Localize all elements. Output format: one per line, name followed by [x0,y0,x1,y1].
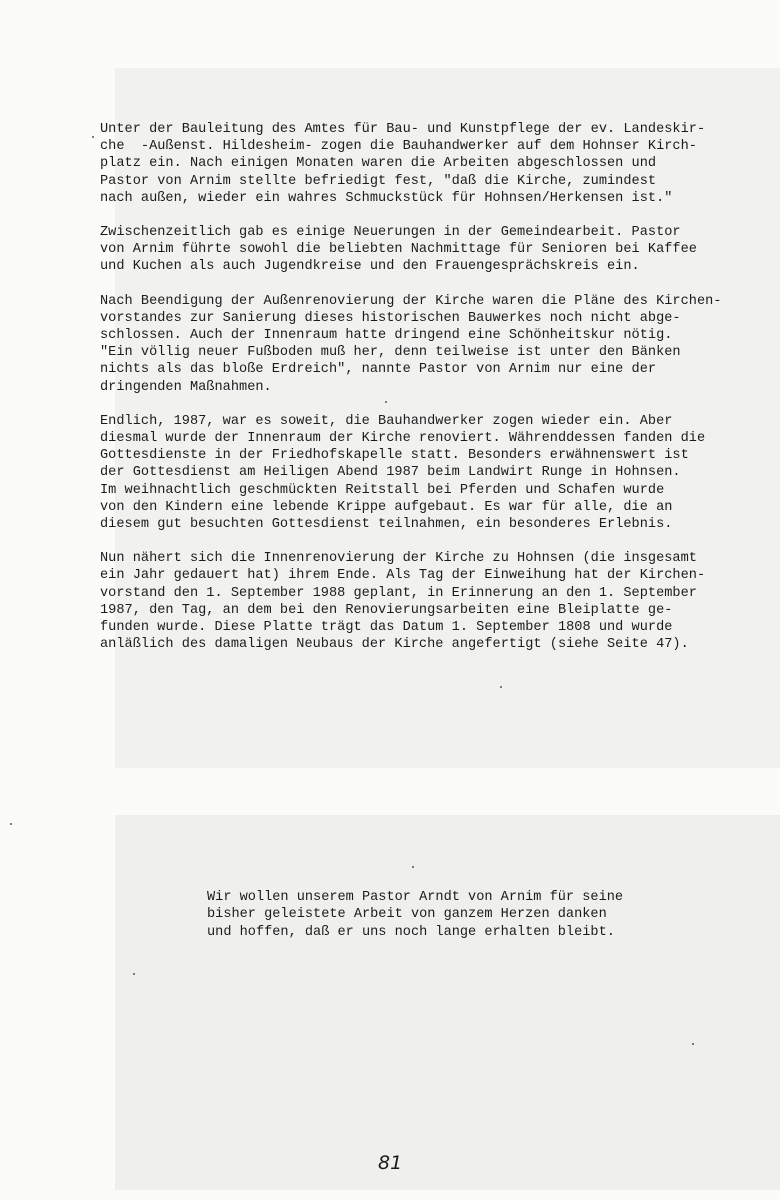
text-line: diesem gut besuchten Gottesdienst teilnahmen, ein besonderes Erlebnis. [100,517,673,533]
paragraph-gemeindearbeit [100,224,750,276]
scan-speck [133,973,135,975]
text-line: von den Kindern eine lebende Krippe aufgebaut. Es war für alle, die an [100,499,673,515]
text-line: von Arnim führte sowohl die beliebten Nachmittage für Senioren bei Kaffee [100,242,697,258]
paragraph-1987 [100,413,750,533]
text-line: und hoffen, daß er uns noch lange erhalten bleibt. [207,924,615,940]
text-line: Nun nähert sich die Innenrenovierung der Kirche zu Hohnsen (die insgesamt [100,551,697,567]
scan-speck [92,136,94,138]
text-line: platz ein. Nach einigen Monaten waren die Arbeiten abgeschlossen und [100,156,657,172]
paragraph-innenraum [100,293,750,396]
text-line: nach außen, wieder ein wahres Schmuckstück für Hohnsen/Herkensen ist." [100,190,673,206]
text-line: anläßlich des damaligen Neubaus der Kirche angefertigt (siehe Seite 47). [100,637,689,653]
text-line: und Kuchen als auch Jugendkreise und den Frauengesprächskreis ein. [100,259,640,275]
text-line: diesmal wurde der Innenraum der Kirche renoviert. Währenddessen fanden die [100,431,706,447]
closing-dedication [207,889,667,941]
text-line: der Gottesdienst am Heiligen Abend 1987 beim Landwirt Runge in Hohnsen. [100,465,681,481]
scan-shading-bottom [115,815,780,1190]
page-number: 81 [378,1152,403,1174]
scan-speck [692,1043,694,1045]
scan-speck [385,401,387,403]
text-line: vorstand den 1. September 1988 geplant, in Erinnerung an den 1. September [100,585,697,601]
text-line: Pastor von Arnim stellte befriedigt fest, "daß die Kirche, zumindest [100,173,657,189]
text-line: che -Außenst. Hildesheim- zogen die Bauhandwerker auf dem Hohnser Kirch- [100,139,697,155]
paragraph-bauleitung [100,121,750,207]
text-line: bisher geleistete Arbeit von ganzem Herzen danken [207,907,607,923]
text-line: schlossen. Auch der Innenraum hatte dringend eine Schönheitskur nötig. [100,328,673,344]
scan-speck [500,686,502,688]
text-line: Im weihnachtlich geschmückten Reitstall bei Pferden und Schafen wurde [100,482,665,498]
body-text [100,121,750,670]
text-line: funden wurde. Diese Platte trägt das Datum 1. September 1808 und wurde [100,620,673,636]
paragraph-einweihung [100,550,750,653]
text-line: ein Jahr gedauert hat) ihrem Ende. Als Tag der Einweihung hat der Kirchen- [100,568,706,584]
text-line: "Ein völlig neuer Fußboden muß her, denn teilweise ist unter den Bänken [100,345,681,361]
text-line: 1987, den Tag, an dem bei den Renovierungsarbeiten eine Bleiplatte ge- [100,602,673,618]
text-line: Zwischenzeitlich gab es einige Neuerungen in der Gemeindearbeit. Pastor [100,225,681,241]
scan-speck [412,866,414,868]
text-line: vorstandes zur Sanierung dieses historischen Bauwerkes noch nicht abge- [100,310,681,326]
text-line: Wir wollen unserem Pastor Arndt von Arnim für seine [207,890,624,905]
text-line: Endlich, 1987, war es soweit, die Bauhandwerker zogen wieder ein. Aber [100,413,673,429]
text-line: Nach Beendigung der Außenrenovierung der Kirche waren die Pläne des Kirchen- [100,293,722,309]
scan-speck [10,823,12,825]
text-line: nichts als das bloße Erdreich", nannte Pastor von Arnim nur eine der [100,362,657,378]
text-line: Gottesdienste in der Friedhofskapelle statt. Besonders erwähnenswert ist [100,448,689,464]
text-line: dringenden Maßnahmen. [100,379,272,395]
text-line: Unter der Bauleitung des Amtes für Bau- und Kunstpflege der ev. Landeskir- [100,122,706,137]
